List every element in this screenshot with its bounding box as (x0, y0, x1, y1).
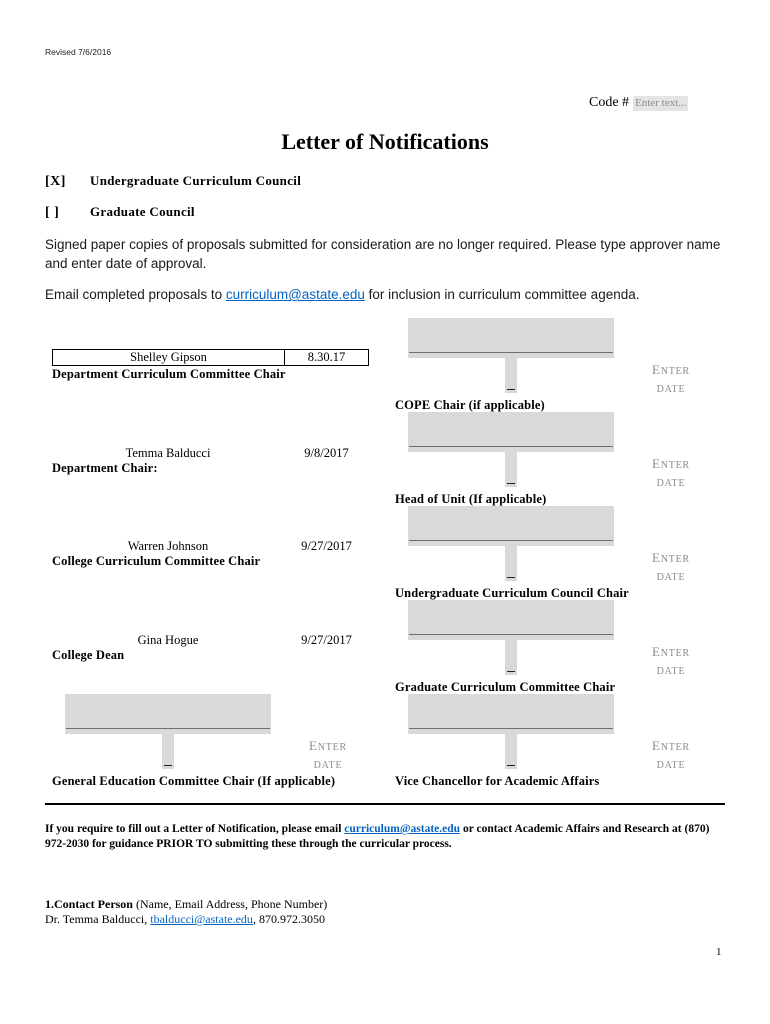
contact-phone: , 870.972.3050 (252, 912, 325, 926)
vice-chancellor-label: Vice Chancellor for Academic Affairs (395, 774, 600, 788)
code-number-row (589, 94, 688, 112)
undergraduate-council-label: Undergraduate Curriculum Council (90, 173, 302, 188)
grad-curriculum-chair-date-picker[interactable]: ENTER DATE (651, 644, 691, 677)
gen-ed-chair-name-field[interactable] (65, 694, 271, 734)
contact-name: Dr. Temma Balducci, (45, 912, 151, 926)
cope-chair-label: COPE Chair (if applicable) (395, 398, 545, 412)
undergrad-council-chair-date-picker[interactable]: ENTER DATE (651, 550, 691, 583)
college-dean-date-field[interactable]: 9/27/2017 (301, 633, 352, 647)
head-of-unit-name-field[interactable] (408, 412, 614, 452)
vice-chancellor-date-picker[interactable]: ENTER DATE (651, 738, 691, 771)
college-curriculum-chair-name-field[interactable]: Warren Johnson (127, 539, 209, 553)
cope-chair-name-field[interactable] (408, 318, 614, 358)
dept-chair-block (52, 445, 382, 479)
gen-ed-chair-block (52, 694, 362, 790)
code-number-field[interactable]: Enter text... (635, 96, 687, 109)
dept-chair-date-field[interactable]: 9/8/2017 (304, 446, 349, 460)
page-title: Letter of Notifications (281, 129, 489, 154)
undergrad-council-chair-label: Undergraduate Curriculum Council Chair (395, 586, 629, 600)
grad-curriculum-chair-date-field[interactable] (505, 640, 517, 675)
cope-chair-date-field[interactable] (505, 358, 517, 393)
dept-chair-label: Department Chair: (52, 461, 158, 475)
undergrad-council-chair-name-field[interactable] (408, 506, 614, 546)
date-underline (507, 483, 515, 484)
contact-person-section (45, 897, 645, 927)
dept-curriculum-chair-date-field[interactable]: 8.30.17 (284, 350, 368, 365)
graduate-council-checkbox[interactable]: [ ] (45, 205, 60, 220)
grad-curriculum-chair-name-field[interactable] (408, 600, 614, 640)
email-instruction-suffix: for inclusion in curriculum committee agenda. (364, 287, 640, 302)
college-dean-block (52, 632, 382, 666)
dept-curriculum-chair-block (52, 349, 382, 383)
head-of-unit-date-picker[interactable]: ENTER DATE (651, 456, 691, 489)
college-curriculum-chair-label: College Curriculum Committee Chair (52, 554, 261, 568)
contact-person-details (45, 912, 645, 927)
contact-person-hint: (Name, Email Address, Phone Number) (132, 897, 328, 911)
date-underline (507, 577, 515, 578)
grad-curriculum-chair-label: Graduate Curriculum Committee Chair (395, 680, 616, 694)
signature-underline (409, 540, 613, 541)
gen-ed-chair-date-field[interactable] (162, 734, 174, 769)
signed-copies-instruction: Signed paper copies of proposals submitted for consideration are no longer required. Please type approver name and enter date of approval. (45, 237, 721, 271)
cope-chair-date-picker[interactable]: ENTER DATE (651, 362, 691, 395)
guidance-note (45, 822, 730, 852)
vice-chancellor-date-field[interactable] (505, 734, 517, 769)
dept-curriculum-chair-entry-table (52, 349, 369, 366)
contact-person-heading-line (45, 897, 645, 912)
undergraduate-council-checkbox[interactable]: [X] (45, 174, 66, 189)
curriculum-email-link[interactable]: curriculum@astate.edu (225, 287, 365, 302)
vice-chancellor-name-field[interactable] (408, 694, 614, 734)
date-underline (507, 765, 515, 766)
signature-underline (409, 352, 613, 353)
head-of-unit-label: Head of Unit (If applicable) (395, 492, 547, 506)
council-option-undergraduate (45, 173, 301, 189)
dept-chair-name-field[interactable]: Temma Balducci (125, 446, 211, 460)
cope-chair-block (395, 318, 705, 414)
college-curriculum-chair-block (52, 538, 382, 572)
email-instruction (45, 285, 735, 304)
email-instruction-prefix: Email completed proposals to (45, 287, 226, 302)
undergrad-council-chair-date-field[interactable] (505, 546, 517, 581)
contact-person-heading: 1.Contact Person (45, 897, 133, 911)
council-option-graduate (45, 204, 195, 220)
guidance-note-prefix: If you require to fill out a Letter of Notification, please email (45, 823, 345, 835)
signature-underline (409, 728, 613, 729)
grad-curriculum-chair-block (395, 600, 705, 696)
undergrad-council-chair-block (395, 506, 705, 602)
graduate-council-label: Graduate Council (90, 204, 195, 219)
gen-ed-chair-date-picker[interactable]: ENTER DATE (308, 738, 348, 771)
date-underline (507, 389, 515, 390)
guidance-email-link[interactable]: curriculum@astate.edu (344, 823, 461, 835)
signature-underline (66, 728, 270, 729)
vice-chancellor-block (395, 694, 705, 790)
page-number: 1 (716, 946, 722, 958)
dept-curriculum-chair-label: Department Curriculum Committee Chair (52, 367, 286, 381)
signature-underline (409, 446, 613, 447)
revision-date: Revised 7/6/2016 (45, 47, 112, 57)
college-curriculum-chair-date-field[interactable]: 9/27/2017 (301, 539, 352, 553)
contact-email-link[interactable]: tbalducci@astate.edu (150, 912, 253, 926)
date-underline (164, 765, 172, 766)
college-dean-name-field[interactable]: Gina Hogue (137, 633, 199, 647)
college-dean-label: College Dean (52, 648, 125, 662)
date-underline (507, 671, 515, 672)
dept-curriculum-chair-name-field[interactable]: Shelley Gipson (130, 350, 207, 364)
head-of-unit-block (395, 412, 705, 508)
code-number-label: Code # (589, 95, 630, 110)
section-divider (45, 803, 725, 805)
head-of-unit-date-field[interactable] (505, 452, 517, 487)
signature-underline (409, 634, 613, 635)
gen-ed-chair-label: General Education Committee Chair (If applicable) (52, 774, 336, 788)
guidance-note-suffix: or contact Academic Affairs and Research at (870) 972-2030 for guidance PRIOR TO submitting these through the curricular process. (45, 823, 710, 850)
